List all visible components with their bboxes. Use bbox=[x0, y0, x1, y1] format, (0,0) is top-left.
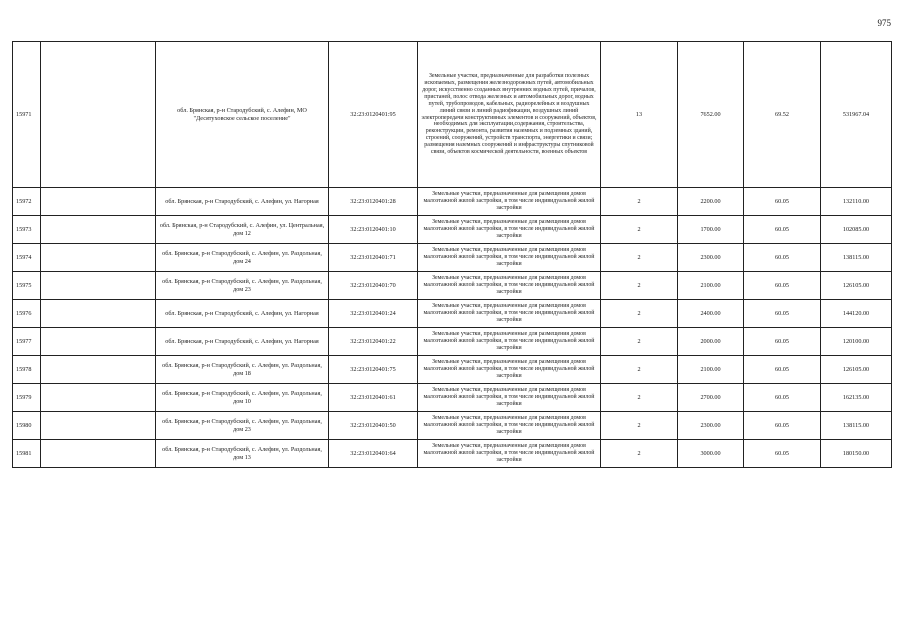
blank-cell bbox=[41, 328, 156, 356]
specific-value-cell: 60.05 bbox=[744, 244, 821, 272]
row-number: 15981 bbox=[13, 440, 41, 468]
specific-value-cell: 60.05 bbox=[744, 356, 821, 384]
row-number: 15972 bbox=[13, 188, 41, 216]
cadastral-number-cell: 32:23:0120401:75 bbox=[329, 356, 418, 384]
table-row bbox=[13, 216, 892, 244]
area-cell: 2100.00 bbox=[678, 356, 744, 384]
group-code-cell: 2 bbox=[601, 216, 678, 244]
table-row bbox=[13, 300, 892, 328]
table-row bbox=[13, 188, 892, 216]
row-number: 15975 bbox=[13, 272, 41, 300]
address-cell: обл. Брянская, р-н Стародубский, с. Алефин, ул. Раздольная, дом 24 bbox=[156, 244, 329, 272]
table-row bbox=[13, 440, 892, 468]
land-use-cell: Земельные участки, предназначенные для размещения домов малоэтажной жилой застройки, в том числе индивидуальной жилой застройки bbox=[418, 440, 601, 468]
cadastral-number-cell: 32:23:0120401:24 bbox=[329, 300, 418, 328]
area-cell: 2300.00 bbox=[678, 412, 744, 440]
specific-value-cell: 60.05 bbox=[744, 384, 821, 412]
blank-cell bbox=[41, 412, 156, 440]
specific-value-cell: 60.05 bbox=[744, 188, 821, 216]
area-cell: 2300.00 bbox=[678, 244, 744, 272]
land-use-cell: Земельные участки, предназначенные для размещения домов малоэтажной жилой застройки, в том числе индивидуальной жилой застройки bbox=[418, 188, 601, 216]
specific-value-cell: 60.05 bbox=[744, 216, 821, 244]
cadastral-value-cell: 144120.00 bbox=[821, 300, 892, 328]
group-code-cell: 2 bbox=[601, 188, 678, 216]
page-number: 975 bbox=[877, 18, 891, 28]
land-use-cell: Земельные участки, предназначенные для размещения домов малоэтажной жилой застройки, в том числе индивидуальной жилой застройки bbox=[418, 384, 601, 412]
address-cell: обл. Брянская, р-н Стародубский, с. Алефин, ул. Раздольная, дом 13 bbox=[156, 440, 329, 468]
cadastral-value-cell: 531967.04 bbox=[821, 42, 892, 188]
cadastral-number-cell: 32:23:0120401:70 bbox=[329, 272, 418, 300]
table-row bbox=[13, 244, 892, 272]
specific-value-cell: 69.52 bbox=[744, 42, 821, 188]
land-use-cell: Земельные участки, предназначенные для размещения домов малоэтажной жилой застройки, в том числе индивидуальной жилой застройки bbox=[418, 300, 601, 328]
specific-value-cell: 60.05 bbox=[744, 300, 821, 328]
row-number: 15980 bbox=[13, 412, 41, 440]
group-code-cell: 2 bbox=[601, 356, 678, 384]
row-number: 15974 bbox=[13, 244, 41, 272]
row-number: 15978 bbox=[13, 356, 41, 384]
row-number: 15979 bbox=[13, 384, 41, 412]
land-use-cell: Земельные участки, предназначенные для размещения домов малоэтажной жилой застройки, в том числе индивидуальной жилой застройки bbox=[418, 412, 601, 440]
address-cell: обл. Брянская, р-н Стародубский, с. Алефин, ул. Нагорная bbox=[156, 300, 329, 328]
row-number: 15977 bbox=[13, 328, 41, 356]
group-code-cell: 2 bbox=[601, 244, 678, 272]
address-cell: обл. Брянская, р-н Стародубский, с. Алефин, МО "Десятуховское сельское поселение" bbox=[156, 42, 329, 188]
area-cell: 2100.00 bbox=[678, 272, 744, 300]
specific-value-cell: 60.05 bbox=[744, 328, 821, 356]
land-use-cell: Земельные участки, предназначенные для размещения домов малоэтажной жилой застройки, в том числе индивидуальной жилой застройки bbox=[418, 328, 601, 356]
row-number: 15971 bbox=[13, 42, 41, 188]
cadastral-number-cell: 32:23:0120401:61 bbox=[329, 384, 418, 412]
cadastral-number-cell: 32:23:0120401:95 bbox=[329, 42, 418, 188]
row-number: 15973 bbox=[13, 216, 41, 244]
area-cell: 2400.00 bbox=[678, 300, 744, 328]
cadastral-value-cell: 132110.00 bbox=[821, 188, 892, 216]
area-cell: 2000.00 bbox=[678, 328, 744, 356]
address-cell: обл. Брянская, р-н Стародубский, с. Алефин, ул. Раздольная, дом 18 bbox=[156, 356, 329, 384]
cadastral-number-cell: 32:23:0120401:71 bbox=[329, 244, 418, 272]
area-cell: 2200.00 bbox=[678, 188, 744, 216]
cadastral-value-cell: 120100.00 bbox=[821, 328, 892, 356]
group-code-cell: 2 bbox=[601, 440, 678, 468]
table-row bbox=[13, 412, 892, 440]
address-cell: обл. Брянская, р-н Стародубский, с. Алефин, ул. Нагорная bbox=[156, 188, 329, 216]
address-cell: обл. Брянская, р-н Стародубский, с. Алефин, ул. Раздольная, дом 23 bbox=[156, 272, 329, 300]
row-number: 15976 bbox=[13, 300, 41, 328]
cadastral-value-cell: 162135.00 bbox=[821, 384, 892, 412]
cadastral-value-cell: 126105.00 bbox=[821, 356, 892, 384]
blank-cell bbox=[41, 216, 156, 244]
land-use-cell: Земельные участки, предназначенные для размещения домов малоэтажной жилой застройки, в том числе индивидуальной жилой застройки bbox=[418, 272, 601, 300]
cadastral-number-cell: 32:23:0120401:28 bbox=[329, 188, 418, 216]
blank-cell bbox=[41, 244, 156, 272]
group-code-cell: 13 bbox=[601, 42, 678, 188]
table-row bbox=[13, 272, 892, 300]
land-use-cell: Земельные участки, предназначенные для разработки полезных ископаемых, размещения железнодорожных путей, автомобильных дорог, искусственно созданных внутренних водных путей, причалов, пристаней, полос отвода железных и автомобильных дорог, водных путей, трубопроводов, кабельных, радиорелейных и воздушных линий связи и линий радиофикации, воздушных линий электропередачи конструктивных элементов и сооружений, объектов, необходимых для эксплуатации,содержания, строительства, реконструкции, ремонта, развития наземных и подземных зданий, строений, сооружений, устройств транспорта, энергетики и связи; размещения наземных сооружений и инфраструктуры спутниковой связи, объектов космической деятельности, военных объектов bbox=[418, 42, 601, 188]
blank-cell bbox=[41, 188, 156, 216]
address-cell: обл. Брянская, р-н Стародубский, с. Алефин, ул. Раздольная, дом 10 bbox=[156, 384, 329, 412]
cadastral-value-cell: 126105.00 bbox=[821, 272, 892, 300]
table-row bbox=[13, 384, 892, 412]
area-cell: 1700.00 bbox=[678, 216, 744, 244]
area-cell: 3000.00 bbox=[678, 440, 744, 468]
address-cell: обл. Брянская, р-н Стародубский, с. Алефин, ул. Нагорная bbox=[156, 328, 329, 356]
blank-cell bbox=[41, 384, 156, 412]
cadastral-number-cell: 32:23:0120401:50 bbox=[329, 412, 418, 440]
group-code-cell: 2 bbox=[601, 384, 678, 412]
address-cell: обл. Брянская, р-н Стародубский, с. Алефин, ул. Раздольная, дом 23 bbox=[156, 412, 329, 440]
cadastral-value-cell: 138115.00 bbox=[821, 412, 892, 440]
group-code-cell: 2 bbox=[601, 272, 678, 300]
area-cell: 2700.00 bbox=[678, 384, 744, 412]
land-use-cell: Земельные участки, предназначенные для размещения домов малоэтажной жилой застройки, в том числе индивидуальной жилой застройки bbox=[418, 216, 601, 244]
group-code-cell: 2 bbox=[601, 300, 678, 328]
cadastral-number-cell: 32:23:0120401:10 bbox=[329, 216, 418, 244]
group-code-cell: 2 bbox=[601, 412, 678, 440]
cadastral-value-cell: 180150.00 bbox=[821, 440, 892, 468]
table-row bbox=[13, 356, 892, 384]
table-row bbox=[13, 42, 892, 188]
blank-cell bbox=[41, 272, 156, 300]
specific-value-cell: 60.05 bbox=[744, 412, 821, 440]
land-use-cell: Земельные участки, предназначенные для размещения домов малоэтажной жилой застройки, в том числе индивидуальной жилой застройки bbox=[418, 244, 601, 272]
specific-value-cell: 60.05 bbox=[744, 272, 821, 300]
blank-cell bbox=[41, 42, 156, 188]
land-register-table bbox=[12, 41, 892, 468]
blank-cell bbox=[41, 300, 156, 328]
cadastral-value-cell: 138115.00 bbox=[821, 244, 892, 272]
blank-cell bbox=[41, 356, 156, 384]
land-use-cell: Земельные участки, предназначенные для размещения домов малоэтажной жилой застройки, в том числе индивидуальной жилой застройки bbox=[418, 356, 601, 384]
table-row bbox=[13, 328, 892, 356]
address-cell: обл. Брянская, р-н Стародубский, с. Алефин, ул. Центральная, дом 12 bbox=[156, 216, 329, 244]
area-cell: 7652.00 bbox=[678, 42, 744, 188]
cadastral-value-cell: 102085.00 bbox=[821, 216, 892, 244]
cadastral-number-cell: 32:23:0120401:22 bbox=[329, 328, 418, 356]
blank-cell bbox=[41, 440, 156, 468]
group-code-cell: 2 bbox=[601, 328, 678, 356]
cadastral-number-cell: 32:23:0120401:64 bbox=[329, 440, 418, 468]
specific-value-cell: 60.05 bbox=[744, 440, 821, 468]
